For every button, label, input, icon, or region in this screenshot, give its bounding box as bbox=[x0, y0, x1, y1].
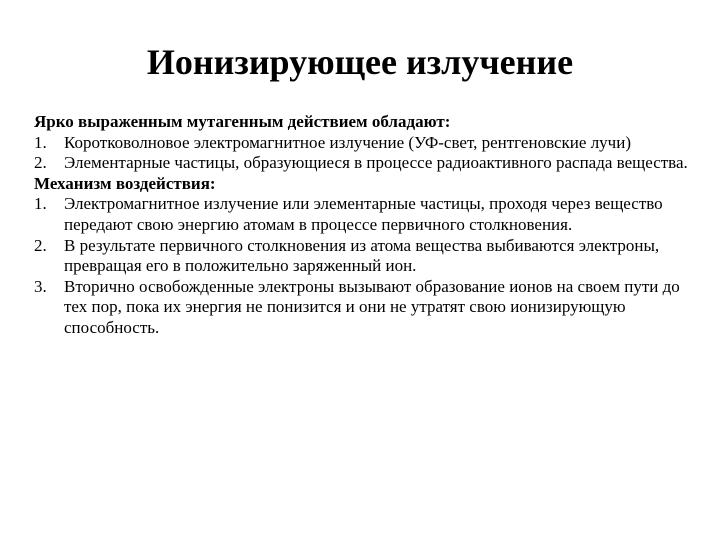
slide-content bbox=[34, 112, 694, 339]
list-item-text: Элементарные частицы, образующиеся в процессе радиоактивного распада вещества. bbox=[64, 153, 688, 173]
list-item-text: Электромагнитное излучение или элементарные частицы, проходя через вещество передают свою энергию атомам в процессе первичного столкновения. bbox=[64, 194, 663, 234]
list-item-number: 3. bbox=[34, 276, 47, 296]
list-item bbox=[34, 194, 694, 235]
list-item-text: Вторично освобожденные электроны вызывают образование ионов на своем пути до тех пор, пока их энергия не понизится и они не утратят свою ионизирующую способность. bbox=[64, 276, 680, 337]
mutagens-list bbox=[34, 133, 694, 174]
list-item bbox=[34, 153, 694, 174]
list-item-number: 2. bbox=[34, 153, 47, 173]
list-item bbox=[34, 277, 694, 339]
section-heading-mechanism: Механизм воздействия: bbox=[34, 173, 216, 193]
list-item-number: 1. bbox=[34, 194, 47, 214]
list-item-text: В результате первичного столкновения из атома вещества выбиваются электроны, превращая его в положительно заряженный ион. bbox=[64, 235, 660, 276]
mechanism-list bbox=[34, 194, 694, 338]
section-heading-mutagens: Ярко выраженным мутагенным действием обладают: bbox=[34, 112, 451, 131]
list-item bbox=[34, 236, 694, 277]
slide-title: Ионизирующее излучение bbox=[146, 42, 574, 82]
list-item-text: Коротковолновое электромагнитное излучение (УФ-свет, рентгеновские лучи) bbox=[64, 132, 631, 152]
list-item-number: 2. bbox=[34, 235, 47, 255]
list-item bbox=[34, 133, 694, 154]
list-item-number: 1. bbox=[34, 132, 47, 152]
